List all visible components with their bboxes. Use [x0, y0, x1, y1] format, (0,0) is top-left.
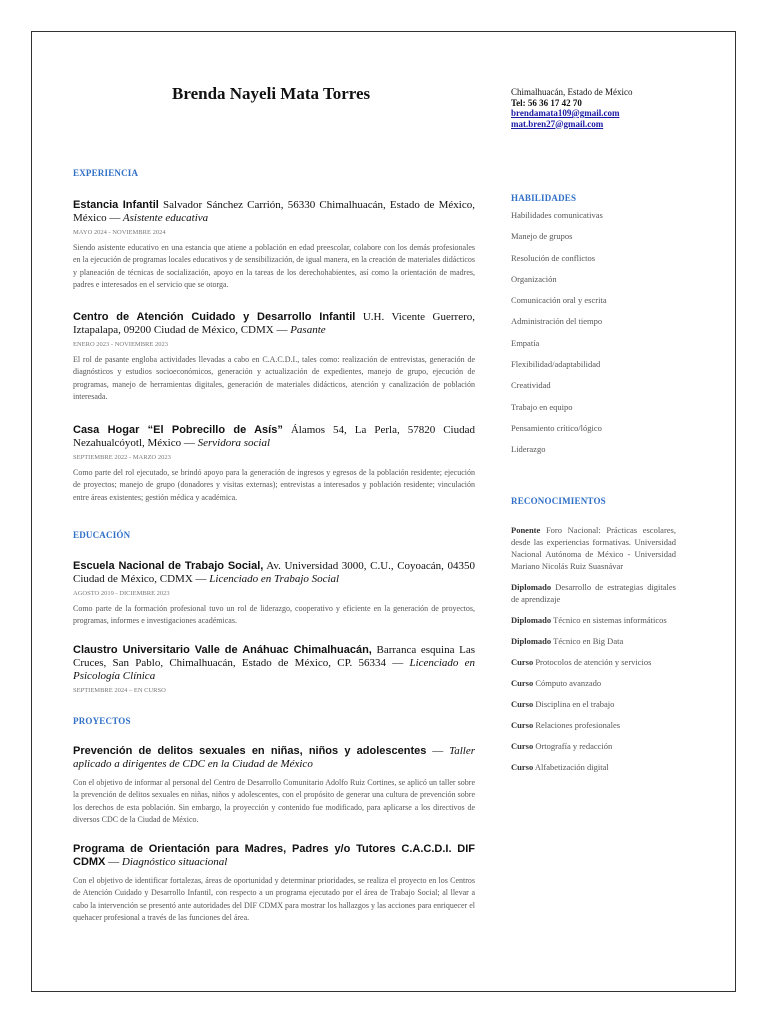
recognition-type: Curso — [511, 762, 534, 772]
entry-title — [73, 745, 475, 771]
recognition-type: Curso — [511, 657, 534, 667]
recognition-text: Técnico en sistemas informáticos — [551, 615, 667, 625]
recognition-item — [511, 719, 676, 731]
entry-description: El rol de pasante engloba actividades llevadas a cabo en C.A.C.D.I., tales como: realización de entrevistas, generación de diagnósticos y estudios socioeconómicos, generación y actualización de expedientes, manejo de grupo, ejecución de programas, manejo de herramientas digitales, generación de materiales didácticos, atención y canalización de población interesada. — [73, 355, 475, 401]
entry-date: MAYO 2024 - NOVIEMBRE 2024 — [73, 229, 166, 236]
recognition-text: Relaciones profesionales — [533, 720, 621, 730]
recognition-item — [511, 761, 676, 773]
entry-org: Prevención de delitos sexuales en niñas, niños y adolescentes — [73, 745, 427, 757]
experience-entry — [73, 199, 475, 291]
entry-role: Servidora social — [194, 437, 271, 449]
experience-entry — [73, 424, 475, 504]
email-link-2[interactable]: mat.bren27@gmail.com — [511, 118, 604, 129]
skill-item: Flexibilidad/adaptabilidad — [511, 359, 601, 370]
entry-address: U.H. Vicente Guerrero, Iztapalapa, 09200 Ciudad de México, CDMX — — [73, 311, 475, 336]
skill-item: Creatividad — [511, 380, 551, 391]
skill-item: Trabajo en equipo — [511, 401, 573, 412]
skill-item: Organización — [511, 273, 557, 284]
recognition-text: Alfabetización digital — [533, 762, 609, 772]
skill-item: Resolución de conflictos — [511, 252, 596, 263]
entry-separator: — — [105, 856, 120, 868]
project-entry — [73, 745, 475, 826]
entry-date: AGOSTO 2019 - DICIEMBRE 2023 — [73, 590, 170, 597]
habilidades-section — [511, 193, 676, 466]
proyectos-section — [73, 716, 475, 726]
entry-org: Escuela Nacional de Trabajo Social, — [73, 560, 264, 572]
recognition-type: Ponente — [511, 525, 541, 535]
entry-org: Centro de Atención Cuidado y Desarrollo Infantil — [73, 311, 356, 323]
recognition-item — [511, 698, 676, 710]
entry-title — [73, 199, 475, 225]
education-entry — [73, 560, 475, 628]
recognition-type: Diplomado — [511, 582, 552, 592]
entry-title — [73, 424, 475, 450]
entry-description: Con el objetivo de informar al personal del Centro de Desarrollo Comunitario Adolfo Ruiz Cortines, se aplicó un taller sobre la prevención de delitos sexuales en niñas, niños y adolescentes, con el propósito de generar una cultura de prevención sobre los derechos de esta población. Sin embargo, la proyección y contenido fue modificado, para aplicarse a los directivos de diversos CDC de la Ciudad de México. — [73, 778, 475, 824]
experiencia-section — [73, 168, 475, 178]
recognition-item — [511, 614, 676, 626]
recognition-type: Diplomado — [511, 615, 552, 625]
contact-block — [511, 87, 632, 129]
recognition-item — [511, 740, 676, 752]
skill-item: Administración del tiempo — [511, 316, 603, 327]
project-entry — [73, 843, 475, 924]
recognition-text: Desarrollo de estrategias digitales de aprendizaje — [511, 582, 676, 604]
recognition-text: Técnico en Big Data — [551, 636, 624, 646]
entry-date: SEPTIEMBRE 2022 - MARZO 2023 — [73, 454, 171, 461]
section-heading-experiencia: EXPERIENCIA — [73, 168, 139, 178]
entry-address: Av. Universidad 3000, C.U., Coyoacán, 04350 Ciudad de México, CDMX — — [73, 560, 475, 585]
entry-address: Álamos 54, La Perla, 57820 Ciudad Nezahualcóyotl, México — — [73, 424, 475, 449]
section-heading-habilidades: HABILIDADES — [511, 193, 577, 203]
entry-title — [73, 843, 475, 869]
recognition-item — [511, 635, 676, 647]
candidate-name: Brenda Nayeli Mata Torres — [172, 84, 371, 103]
section-heading-reconocimientos: RECONOCIMIENTOS — [511, 496, 606, 506]
recognition-type: Diplomado — [511, 636, 552, 646]
recognition-type: Curso — [511, 741, 534, 751]
recognition-item — [511, 581, 676, 605]
entry-title — [73, 560, 475, 586]
skill-item: Pensamiento crítico/lógico — [511, 422, 602, 433]
skill-item: Empatía — [511, 337, 540, 348]
recognition-item — [511, 524, 676, 572]
recognition-type: Curso — [511, 678, 534, 688]
skill-item: Habilidades comunicativas — [511, 210, 603, 220]
entry-org: Estancia Infantil — [73, 199, 159, 211]
entry-role: Diagnóstico situacional — [119, 856, 228, 868]
recognition-item — [511, 677, 676, 689]
location: Chimalhuacán, Estado de México — [511, 87, 633, 97]
entry-description: Siendo asistente educativo en una estancia que atiene a población en edad preescolar, colabore con los demás profesionales en la ejecución de programas locales educativos y de sensibilización, de igual manera, en la creación de materiales didácticos y planeación de técnicas de socialización, apoyo en la tareas de los derechohabientes, así como la orientación de madres, padres e interesados en el servicio que se otorga. — [73, 243, 475, 289]
recognition-type: Curso — [511, 720, 534, 730]
phone: Tel: 56 36 17 42 70 — [511, 97, 582, 108]
email-link-1[interactable]: brendamata109@gmail.com — [511, 108, 620, 118]
recognition-item — [511, 656, 676, 668]
entry-role: Licenciado en Trabajo Social — [206, 573, 340, 585]
entry-title — [73, 311, 475, 337]
entry-date: SEPTIEMBRE 2024 – EN CURSO — [73, 687, 166, 694]
entry-date: ENERO 2023 - NOVIEMBRE 2023 — [73, 341, 168, 348]
educacion-section — [73, 530, 475, 540]
recognition-type: Curso — [511, 699, 534, 709]
skill-item: Manejo de grupos — [511, 231, 573, 242]
recognition-text: Disciplina en el trabajo — [533, 699, 615, 709]
entry-description: Como parte del rol ejecutado, se brindó apoyo para la generación de ingresos y egresos de la población residente; ejecución de proyectos; manejo de grupo (donadores y visitas externas); entrevistas a interesados y población residente; vinculación entre áreas existentes; gestión médica y académica. — [73, 468, 475, 502]
entry-description: Con el objetivo de identificar fortalezas, áreas de oportunidad y determinar prioridades, se realiza el proyecto en los Centros de Atención Cuidado y Desarrollo Infantil, con respecto a un programa ejecutado por el área de Trabajo Social; al llevar a cabo la intervención se presentó ante autoridades del DIF CDMX para mostrar los hallazgos y las acciones para enriquecer el quehacer profesional a través de las funciones del área. — [73, 876, 475, 922]
recognition-text: Foro Nacional: Prácticas escolares, desde las experiencias formativas. Universidad Nacional Autónoma de México - Universidad Mariano Nicolás Ruiz Suasnávar — [511, 525, 676, 571]
entry-org: Claustro Universitario Valle de Anáhuac Chimalhuacán, — [73, 644, 372, 656]
education-entry — [73, 644, 475, 694]
entry-role: Licenciado en Psicología Clínica — [73, 657, 475, 682]
experience-entry — [73, 311, 475, 403]
entry-separator: — — [426, 745, 444, 757]
reconocimientos-section — [511, 496, 676, 782]
recognition-text: Cómputo avanzado — [533, 678, 602, 688]
section-heading-educacion: EDUCACIÓN — [73, 530, 131, 540]
recognition-text: Protocolos de atención y servicios — [533, 657, 652, 667]
entry-title — [73, 644, 475, 683]
entry-role: Pasante — [287, 324, 326, 336]
entry-role: Taller aplicado a dirigentes de CDC en la Ciudad de México — [73, 745, 475, 770]
entry-address: Barranca esquina Las Cruces, San Pablo, Chimalhuacán, Estado de México, CP. 56334 — — [73, 644, 475, 669]
skill-item: Comunicación oral y escrita — [511, 295, 607, 306]
recognition-text: Ortografía y redacción — [533, 741, 613, 751]
skill-item: Liderazgo — [511, 444, 546, 455]
entry-org: Programa de Orientación para Madres, Padres y/o Tutores C.A.C.D.I. DIF CDMX — [73, 843, 475, 868]
entry-org: Casa Hogar “El Pobrecillo de Asís” — [73, 424, 283, 436]
entry-address: Salvador Sánchez Carrión, 56330 Chimalhuacán, Estado de México, México — — [73, 199, 475, 224]
section-heading-proyectos: PROYECTOS — [73, 716, 131, 726]
entry-role: Asistente educativa — [120, 212, 209, 224]
entry-description: Como parte de la formación profesional tuvo un rol de liderazgo, cooperativo y eficiente en la generación de proyectos, programas, informes e investigaciones académicas. — [73, 604, 475, 626]
